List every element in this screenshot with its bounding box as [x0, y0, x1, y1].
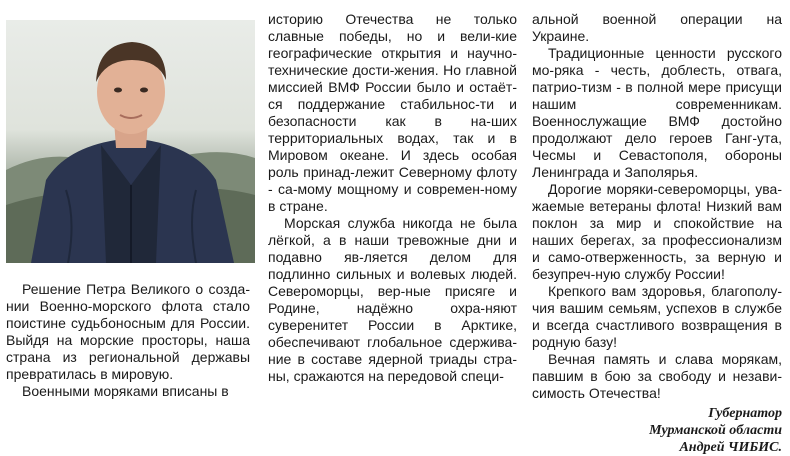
portrait-image	[6, 20, 255, 263]
article-column-1	[6, 281, 250, 400]
signature	[532, 405, 782, 456]
paragraph: Военными моряками вписаны в	[22, 383, 229, 399]
paragraph: Морская служба никогда не была лёгкой, а в наши тревожные дни и подавно яв-ляется делом для подлинно сильных и волевых людей. Североморцы, вер-ные присяге и Родине, надёжно охра-няют суверенитет России в Арктике, обеспечивают глобальное сдержива-ние в составе ядерной триады стра-ны, сражаются на передовой специ-	[268, 215, 517, 384]
signature-name: Андрей ЧИБИС.	[679, 440, 782, 455]
signature-region: Мурманской области	[649, 423, 782, 438]
paragraph: альной военной операции на Украине.	[532, 11, 782, 44]
paragraph: историю Отечества не только славные победы, но и вели-кие географические открытия и научно-технические дости-жения. Но главной миссией ВМФ России было и остаёт-ся поддержание стабильнос-ти и безопасности как в на-ших территориальных водах, так и в Мировом океане. И здесь особая роль принад-лежит Северному флоту - са-мому мощному и современ-ному в стране.	[268, 11, 517, 214]
paragraph: Крепкого вам здоровья, благополу-чия вашим семьям, успехов в службе и всегда счастливого возвращения в родную базу!	[532, 283, 782, 350]
paragraph: Решение Петра Великого о созда-нии Военно-морского флота стало поистине судьбоносным для России. Выйдя на морские просторы, наша страна из региональной державы превратилась в мировую.	[6, 281, 250, 382]
article-column-2	[268, 11, 517, 385]
governor-photo	[6, 20, 255, 263]
signature-title: Губернатор	[708, 406, 782, 421]
article-column-3	[532, 11, 782, 456]
paragraph: Традиционные ценности русского мо-ряка - честь, доблесть, отвага, патрио-тизм - в полной мере присущи нашим современникам. Военнослужащие ВМФ достойно продолжают дело героев Ганг-ута, Чесмы и Севастополя, обороны Ленинграда и Заполярья.	[532, 45, 782, 180]
paragraph: Вечная память и слава морякам, павшим в бою за свободу и незави-симость Отечества!	[532, 351, 782, 401]
paragraph: Дорогие моряки-североморцы, ува-жаемые ветераны флота! Низкий вам поклон за мир и спокойствие на наших берегах, за профессионализм и само-отверженность, за верную и безупреч-ную службу России!	[532, 181, 782, 282]
